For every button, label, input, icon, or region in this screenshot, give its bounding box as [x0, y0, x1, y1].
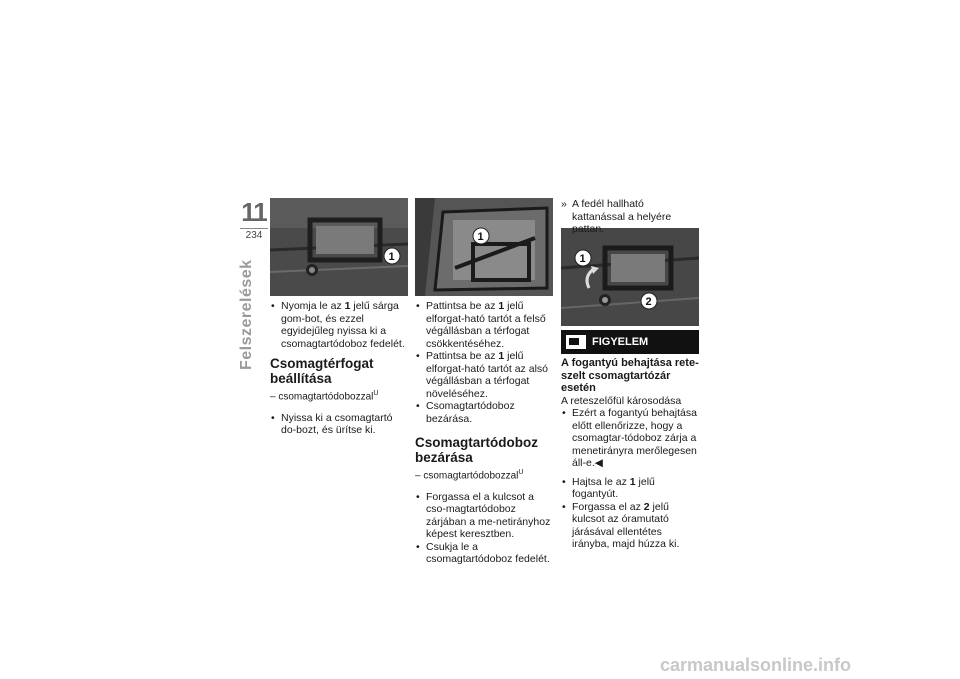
figure-case-open: [415, 198, 553, 296]
list-item: • Pattintsa be az 1 jelű elforgat-ható tartót a felső végállásban a térfogat csökkentéséhez.: [415, 300, 553, 350]
chapter-title: Felszerelések: [238, 259, 255, 370]
col2-steps: [415, 300, 553, 425]
figure-case-lock: [270, 198, 408, 296]
watermark: carmanualsonline.info: [660, 655, 852, 675]
list-item: • Forgassa el a kulcsot a cso-magtartódoboz zárjában a me-netirányhoz képest keresztben.: [415, 491, 553, 541]
figure-handle-key: [561, 228, 699, 326]
warning-icon: [566, 335, 586, 349]
warning-label: FIGYELEM: [592, 335, 649, 348]
list-item: • Pattintsa be az 1 jelű elforgat-ható tartót az alsó végállásban a térfogat növeléséhez.: [415, 350, 553, 400]
chapter-number: 11: [241, 197, 267, 227]
fig3-callout-label-2: 2: [645, 296, 652, 308]
list-item: • Nyomja le az 1 jelű sárga gom-bot, és ezzel egyidejűleg nyissa ki a csomagtartódoboz fedelét.: [270, 300, 408, 350]
list-item: • Csukja le a csomagtartódoboz fedelét.: [415, 541, 553, 566]
warning-list: [561, 407, 699, 470]
list-item: • Hajtsa le az 1 jelű fogantyút.: [561, 476, 699, 501]
list-item: • Nyissa ki a csomagtartó do-bozt, és ürítse ki.: [270, 412, 408, 437]
column-2: [415, 300, 553, 566]
column-1: [270, 300, 408, 437]
warning-banner: [561, 330, 699, 354]
section-heading-close: Csomagtartódoboz bezárása: [415, 435, 538, 465]
equipment-note: – csomagtartódobozzal$^U$: [415, 469, 524, 482]
list-item: • Forgassa el az 2 jelű kulcsot az óramutató járásával ellentétes irányba, majd húzza ki.: [561, 501, 699, 551]
col1-steps: [270, 300, 408, 350]
list-item-result: » A fedél hallható kattanással a helyére pattan.: [561, 198, 699, 236]
col1-steps-2: [270, 412, 408, 437]
page-number: 234: [240, 228, 268, 241]
warning-subheading: A reteszelőfül károsodása: [561, 394, 682, 407]
warning-section: [561, 330, 699, 551]
warning-heading: A fogantyú behajtása rete-szelt csomagtartózár esetén: [561, 357, 699, 394]
column-3: [561, 198, 699, 236]
section-heading-volume: Csomagtérfogat beállítása: [270, 356, 374, 386]
col3-result: [561, 198, 699, 236]
col2-steps-2: [415, 491, 553, 566]
fig2-callout-label: 1: [477, 231, 484, 243]
equipment-note: – csomagtartódobozzal$^U$: [270, 390, 379, 403]
fig1-callout-label: 1: [388, 251, 395, 263]
list-item: • Csomagtartódoboz bezárása.: [415, 400, 553, 425]
list-item: • Ezért a fogantyú behajtása előtt ellenőrizze, hogy a csomagtar-tódoboz zárja a menetirányra merőlegesen áll-e.◀: [561, 407, 699, 470]
col3-steps: [561, 476, 699, 551]
fig3-callout-label-1: 1: [579, 253, 586, 265]
